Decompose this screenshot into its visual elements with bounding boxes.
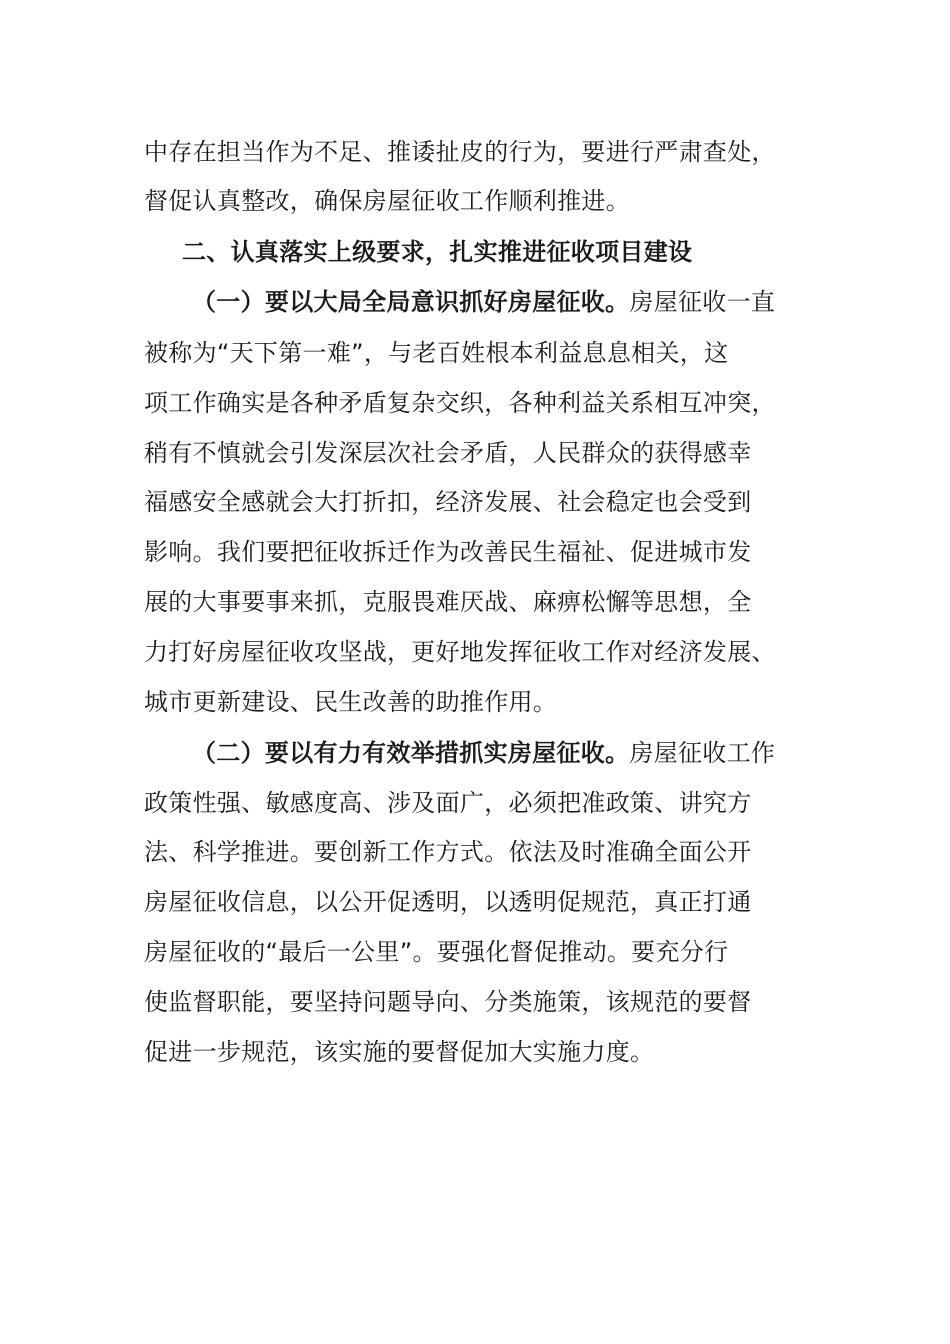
section-heading: 二、认真落实上级要求，扎实推进征收项目建设: [182, 238, 693, 266]
item1-line-2: 被称为“天下第一难”，与老百姓根本利益息息相关，这: [144, 339, 729, 367]
intro-line-2: 督促认真整改，确保房屋征收工作顺利推进。: [144, 187, 630, 215]
intro-line-1: 中存在担当作为不足、推诿扯皮的行为，要进行严肃查处，: [144, 138, 776, 166]
item1-line-9: 城市更新建设、民生改善的助推作用。: [144, 688, 558, 716]
item2-line-4: 房屋征收信息，以公开促透明，以透明促规范，真正打通: [144, 888, 752, 916]
item2-line-2: 政策性强、敏感度高、涉及面广，必须把准政策、讲究方: [144, 789, 752, 817]
item1-line-3: 项工作确实是各种矛盾复杂交织，各种利益关系相互冲突，: [144, 389, 776, 417]
item1-first-line-rest: 房屋征收一直: [629, 288, 776, 316]
item1-line-6: 影响。我们要把征收拆迁作为改善民生福祉、促进城市发: [144, 538, 752, 566]
item1-line-7: 展的大事要事来抓，克服畏难厌战、麻痹松懈等思想，全: [144, 588, 752, 616]
item2-line-6: 使监督职能，要坚持问题导向、分类施策，该规范的要督: [144, 988, 752, 1016]
item2-line-3: 法、科学推进。要创新工作方式。依法及时准确全面公开: [144, 838, 752, 866]
item2-first-line: [192, 736, 775, 770]
item1-line-5: 福感安全感就会大打折扣，经济发展、社会稳定也会受到: [144, 488, 752, 516]
item2-first-line-rest: 房屋征收工作: [629, 739, 776, 767]
item2-line-7: 促进一步规范，该实施的要督促加大实施力度。: [144, 1038, 655, 1066]
item1-lead: （一）要以大局全局意识抓好房屋征收。: [192, 288, 630, 316]
item1-line-4: 稍有不慎就会引发深层次社会矛盾，人民群众的获得感幸: [144, 439, 752, 467]
item2-lead: （二）要以有力有效举措抓实房屋征收。: [192, 739, 630, 767]
item1-first-line: [192, 285, 775, 319]
item1-line-8: 力打好房屋征收攻坚战，更好地发挥征收工作对经济发展、: [144, 638, 776, 666]
item2-line-5: 房屋征收的“最后一公里”。要强化督促推动。要充分行: [144, 938, 729, 966]
